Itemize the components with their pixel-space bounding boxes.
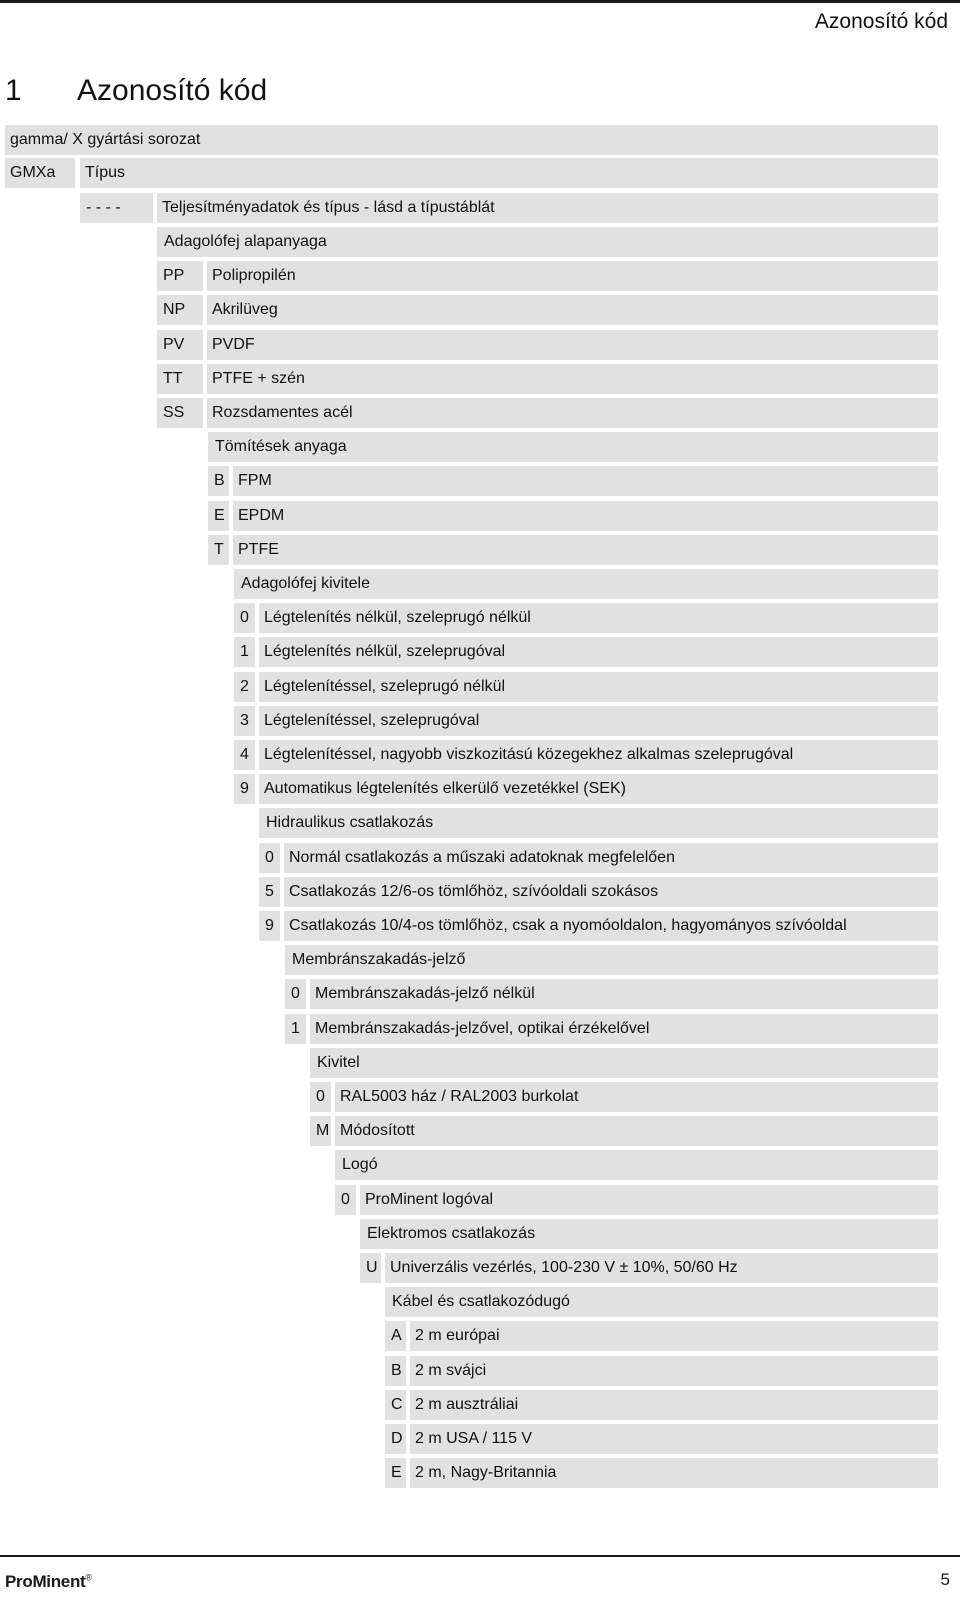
option-code: 0 [259,843,280,873]
option-label: Módosított [335,1116,938,1146]
logo-text: ProMinent [5,1572,86,1591]
option-label: PVDF [207,330,938,360]
option-code: 1 [234,637,255,667]
option-code: 5 [259,877,280,907]
section-title: Azonosító kód [77,74,268,107]
option-code: 0 [234,603,255,633]
header-rule [0,0,960,3]
option-code: B [208,466,229,496]
prominent-logo [5,1572,92,1592]
option-code: 1 [285,1014,306,1044]
option-label: Légtelenítéssel, nagyobb viszkozitású közegekhez alkalmas szeleprugóval [259,740,938,770]
option-code: U [360,1253,381,1283]
option-label: 2 m ausztráliai [410,1390,938,1420]
logo-mark: ® [85,1572,92,1583]
option-code: T [208,535,229,565]
option-code: 4 [234,740,255,770]
page-title [5,74,267,108]
series-row: gamma/ X gyártási sorozat [5,125,938,155]
group-heading: Adagolófej kivitele [234,569,938,599]
option-label: Normál csatlakozás a műszaki adatoknak megfelelően [284,843,938,873]
option-label: Membránszakadás-jelző nélkül [310,979,938,1009]
type-note-row: Teljesítményadatok és típus - lásd a típustáblát [157,193,938,223]
option-label: Légtelenítés nélkül, szeleprugóval [259,637,938,667]
option-code: 9 [234,774,255,804]
section-number: 1 [5,74,22,107]
option-code: A [385,1321,406,1351]
option-code: NP [157,295,203,325]
option-label: PTFE + szén [207,364,938,394]
option-label: Univerzális vezérlés, 100-230 V ± 10%, 50/60 Hz [385,1253,938,1283]
option-label: 2 m svájci [410,1356,938,1386]
option-code: C [385,1390,406,1420]
option-label: 2 m USA / 115 V [410,1424,938,1454]
option-label: Légtelenítéssel, szeleprugóval [259,706,938,736]
page-number: 5 [940,1570,950,1589]
option-code: 3 [234,706,255,736]
option-code: M [310,1116,331,1146]
option-code: D [385,1424,406,1454]
group-heading: Kábel és csatlakozódugó [385,1287,938,1317]
option-code: 0 [310,1082,331,1112]
option-label: RAL5003 ház / RAL2003 burkolat [335,1082,938,1112]
group-heading: Adagolófej alapanyaga [157,227,938,257]
option-label: Csatlakozás 10/4-os tömlőhöz, csak a nyomóoldalon, hagyományos szívóoldal [284,911,938,941]
option-label: Csatlakozás 12/6-os tömlőhöz, szívóoldali szokásos [284,877,938,907]
group-heading: Kivitel [310,1048,938,1078]
option-code: TT [157,364,203,394]
type-dashes-cell: - - - - [80,193,153,223]
option-label: Polipropilén [207,261,938,291]
footer-rule [0,1555,960,1557]
option-label: PTFE [233,535,938,565]
product-code-cell: GMXa [5,158,75,188]
group-heading: Membránszakadás-jelző [285,945,938,975]
option-label: Légtelenítéssel, szeleprugó nélkül [259,672,938,702]
option-label: 2 m, Nagy-Britannia [410,1458,938,1488]
option-code: 0 [335,1185,356,1215]
option-label: ProMinent logóval [360,1185,938,1215]
group-heading: Logó [335,1150,938,1180]
group-heading: Tömítések anyaga [208,432,938,462]
option-code: 2 [234,672,255,702]
group-heading: Hidraulikus csatlakozás [259,808,938,838]
option-label: Membránszakadás-jelzővel, optikai érzékelővel [310,1014,938,1044]
option-code: PV [157,330,203,360]
option-label: Légtelenítés nélkül, szeleprugó nélkül [259,603,938,633]
option-label: 2 m európai [410,1321,938,1351]
option-code: 0 [285,979,306,1009]
option-label: Rozsdamentes acél [207,398,938,428]
option-code: B [385,1356,406,1386]
option-code: E [208,501,229,531]
option-code: SS [157,398,203,428]
option-label: Automatikus légtelenítés elkerülő vezetékkel (SEK) [259,774,938,804]
group-heading: Elektromos csatlakozás [360,1219,938,1249]
option-code: PP [157,261,203,291]
option-label: FPM [233,466,938,496]
option-label: Akrilüveg [207,295,938,325]
type-label-row: Típus [80,158,938,188]
option-label: EPDM [233,501,938,531]
option-code: 9 [259,911,280,941]
option-code: E [385,1458,406,1488]
header-title: Azonosító kód [814,10,948,33]
